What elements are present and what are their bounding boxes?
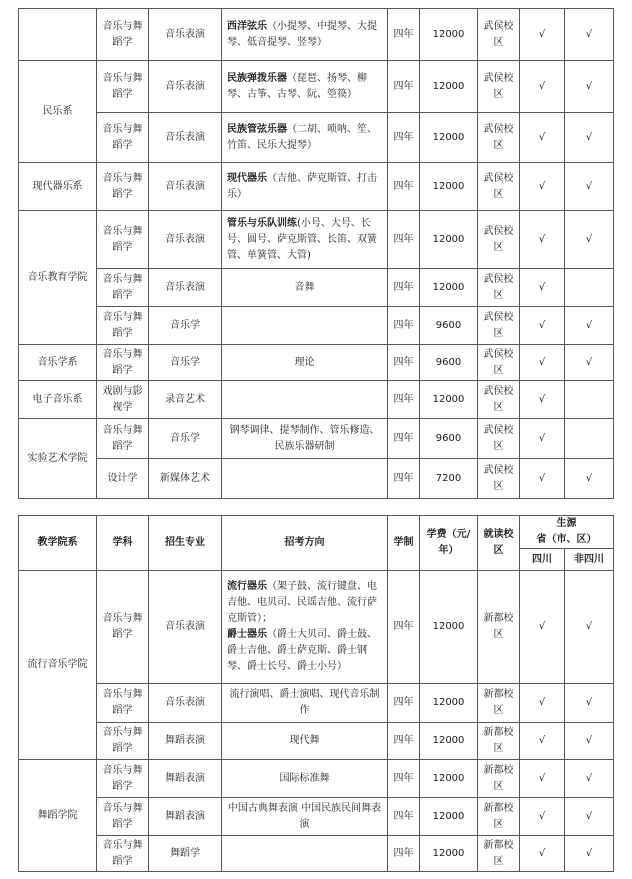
direction-cell (222, 61, 388, 113)
table-row (19, 419, 614, 459)
direction-text: （吉他、萨克斯管、打击乐） (227, 172, 377, 200)
direction-cell (222, 381, 388, 419)
subject-cell: 音乐与舞蹈学 (97, 798, 149, 836)
subject-cell: 戏剧与影视学 (97, 381, 149, 419)
table-row (19, 61, 614, 113)
header-row (19, 516, 614, 549)
duration-cell: 四年 (388, 345, 420, 381)
subject-cell: 音乐与舞蹈学 (97, 269, 149, 307)
sichuan-check: √ (520, 113, 565, 163)
subject-cell: 音乐与舞蹈学 (97, 113, 149, 163)
sichuan-check: √ (520, 307, 565, 345)
table-row (19, 798, 614, 836)
duration-cell: 四年 (388, 836, 420, 872)
school-cell: 电子音乐系 (19, 381, 97, 419)
school-cell: 音乐教育学院 (19, 211, 97, 345)
fee-cell: 9600 (420, 419, 478, 459)
campus-cell: 武侯校区 (478, 211, 520, 269)
direction-cell: 现代舞 (222, 723, 388, 760)
major-cell: 舞蹈表演 (149, 723, 222, 760)
direction-text: （二胡、唢呐、笙、竹笛、民乐大提琴） (227, 123, 377, 151)
enrollment-table-1 (18, 8, 614, 499)
direction-text: (小号、大号、长号、圆号、萨克斯管、长笛、双簧管、单簧管、大管) (227, 217, 377, 261)
header-non-sichuan: 非四川 (565, 549, 614, 571)
major-cell: 录音艺术 (149, 381, 222, 419)
non-sichuan-check: √ (565, 345, 614, 381)
direction-cell (222, 211, 388, 269)
table-row (19, 381, 614, 419)
school-cell: 现代器乐系 (19, 163, 97, 211)
subject-cell: 音乐与舞蹈学 (97, 419, 149, 459)
enrollment-table-2 (18, 515, 614, 872)
direction-cell: 国际标准舞 (222, 760, 388, 798)
campus-cell: 武侯校区 (478, 345, 520, 381)
subject-cell: 设计学 (97, 459, 149, 499)
fee-cell: 12000 (420, 381, 478, 419)
sichuan-check: √ (520, 798, 565, 836)
direction-cell (222, 307, 388, 345)
sichuan-check: √ (520, 459, 565, 499)
direction-cell (222, 459, 388, 499)
subject-cell: 音乐与舞蹈学 (97, 836, 149, 872)
table-row (19, 211, 614, 269)
major-cell: 音乐学 (149, 419, 222, 459)
subject-cell: 音乐与舞蹈学 (97, 345, 149, 381)
header-fee: 学费（元/年） (420, 516, 478, 571)
non-sichuan-check: √ (565, 61, 614, 113)
non-sichuan-check: √ (565, 723, 614, 760)
duration-cell: 四年 (388, 381, 420, 419)
sichuan-check: √ (520, 836, 565, 872)
fee-cell: 7200 (420, 459, 478, 499)
direction-title: 现代器乐 (227, 172, 267, 184)
campus-cell: 新都校区 (478, 571, 520, 684)
direction-cell (222, 571, 388, 684)
direction-cell (222, 9, 388, 61)
sichuan-check: √ (520, 345, 565, 381)
non-sichuan-check: √ (565, 571, 614, 684)
subject-cell: 音乐与舞蹈学 (97, 163, 149, 211)
subject-cell: 音乐与舞蹈学 (97, 61, 149, 113)
fee-cell: 12000 (420, 61, 478, 113)
header-campus: 就读校区 (478, 516, 520, 571)
direction-cell: 流行演唱、爵士演唱、现代音乐制作 (222, 684, 388, 723)
subject-cell: 音乐与舞蹈学 (97, 684, 149, 723)
non-sichuan-check: √ (565, 307, 614, 345)
major-cell: 音乐表演 (149, 571, 222, 684)
duration-cell: 四年 (388, 798, 420, 836)
non-sichuan-check: √ (565, 9, 614, 61)
non-sichuan-check: √ (565, 113, 614, 163)
table-row (19, 723, 614, 760)
duration-cell: 四年 (388, 61, 420, 113)
campus-cell: 武侯校区 (478, 269, 520, 307)
campus-cell: 新都校区 (478, 760, 520, 798)
duration-cell: 四年 (388, 419, 420, 459)
major-cell: 音乐表演 (149, 269, 222, 307)
campus-cell: 新都校区 (478, 723, 520, 760)
fee-cell: 12000 (420, 760, 478, 798)
major-cell: 音乐表演 (149, 163, 222, 211)
campus-cell: 武侯校区 (478, 113, 520, 163)
direction-cell (222, 163, 388, 211)
duration-cell: 四年 (388, 307, 420, 345)
sichuan-check: √ (520, 211, 565, 269)
header-origin-sub: 省（市、区） (536, 534, 597, 545)
table-row (19, 684, 614, 723)
subject-cell: 音乐与舞蹈学 (97, 9, 149, 61)
table-row (19, 459, 614, 499)
direction-text: （琵琶、扬琴、柳琴、古筝、古琴、阮、箜篌） (227, 72, 367, 100)
header-major: 招生专业 (149, 516, 222, 571)
non-sichuan-check: √ (565, 163, 614, 211)
campus-cell: 武侯校区 (478, 163, 520, 211)
header-subject: 学科 (97, 516, 149, 571)
duration-cell: 四年 (388, 459, 420, 499)
sichuan-check: √ (520, 760, 565, 798)
direction-text: （小提琴、中提琴、大提琴、低音提琴、竖琴） (227, 20, 377, 48)
header-origin (520, 516, 614, 549)
sichuan-check: √ (520, 684, 565, 723)
major-cell: 舞蹈学 (149, 836, 222, 872)
table-row (19, 113, 614, 163)
major-cell: 音乐表演 (149, 61, 222, 113)
direction-cell: 中国古典舞表演 中国民族民间舞表演 (222, 798, 388, 836)
duration-cell: 四年 (388, 760, 420, 798)
campus-cell: 武侯校区 (478, 419, 520, 459)
campus-cell: 武侯校区 (478, 61, 520, 113)
major-cell: 舞蹈表演 (149, 798, 222, 836)
subject-cell: 音乐与舞蹈学 (97, 307, 149, 345)
fee-cell: 12000 (420, 571, 478, 684)
major-cell: 音乐学 (149, 307, 222, 345)
non-sichuan-check: √ (565, 760, 614, 798)
direction-title: 流行器乐 (227, 581, 267, 592)
duration-cell: 四年 (388, 9, 420, 61)
header-sichuan: 四川 (520, 549, 565, 571)
fee-cell: 12000 (420, 163, 478, 211)
fee-cell: 12000 (420, 798, 478, 836)
major-cell: 舞蹈表演 (149, 760, 222, 798)
direction-title: 西洋弦乐 (227, 20, 267, 32)
direction-cell: 音舞 (222, 269, 388, 307)
sichuan-check: √ (520, 571, 565, 684)
table-row (19, 345, 614, 381)
sichuan-check: √ (520, 269, 565, 307)
fee-cell: 12000 (420, 723, 478, 760)
sichuan-check: √ (520, 9, 565, 61)
table-row (19, 760, 614, 798)
fee-cell: 9600 (420, 307, 478, 345)
direction-title: 民族弹拨乐器 (227, 72, 287, 84)
fee-cell: 12000 (420, 211, 478, 269)
duration-cell: 四年 (388, 723, 420, 760)
non-sichuan-check (565, 419, 614, 459)
direction-cell: 钢琴调律、提琴制作、管乐修造、民族乐器研制 (222, 419, 388, 459)
duration-cell: 四年 (388, 163, 420, 211)
fee-cell: 12000 (420, 113, 478, 163)
fee-cell: 12000 (420, 269, 478, 307)
table-row (19, 269, 614, 307)
direction-cell (222, 836, 388, 872)
non-sichuan-check: √ (565, 798, 614, 836)
major-cell: 音乐表演 (149, 113, 222, 163)
major-cell: 音乐学 (149, 345, 222, 381)
sichuan-check: √ (520, 163, 565, 211)
sichuan-check: √ (520, 381, 565, 419)
header-duration: 学制 (388, 516, 420, 571)
duration-cell: 四年 (388, 571, 420, 684)
direction-title-2: 爵士器乐 (227, 629, 267, 640)
campus-cell: 武侯校区 (478, 307, 520, 345)
direction-text-2: （爵士大贝司、爵士鼓、爵士吉他、爵士萨克斯、爵士钢琴、爵士长号、爵士小号） (227, 629, 377, 672)
major-cell: 音乐表演 (149, 684, 222, 723)
non-sichuan-check (565, 381, 614, 419)
subject-cell: 音乐与舞蹈学 (97, 723, 149, 760)
campus-cell: 武侯校区 (478, 459, 520, 499)
school-cell: 舞蹈学院 (19, 760, 97, 872)
direction-cell: 理论 (222, 345, 388, 381)
non-sichuan-check: √ (565, 684, 614, 723)
non-sichuan-check (565, 269, 614, 307)
sichuan-check: √ (520, 61, 565, 113)
header-origin-title: 生源 (556, 518, 577, 529)
school-cell: 实验艺术学院 (19, 419, 97, 499)
header-school: 教学院系 (19, 516, 97, 571)
campus-cell: 新都校区 (478, 836, 520, 872)
table-row (19, 307, 614, 345)
subject-cell: 音乐与舞蹈学 (97, 760, 149, 798)
fee-cell: 9600 (420, 345, 478, 381)
duration-cell: 四年 (388, 684, 420, 723)
major-cell: 新媒体艺术 (149, 459, 222, 499)
subject-cell: 音乐与舞蹈学 (97, 211, 149, 269)
school-cell: 民乐系 (19, 61, 97, 163)
table-row (19, 163, 614, 211)
campus-cell: 新都校区 (478, 684, 520, 723)
school-cell: 流行音乐学院 (19, 571, 97, 760)
major-cell: 音乐表演 (149, 211, 222, 269)
duration-cell: 四年 (388, 113, 420, 163)
non-sichuan-check: √ (565, 459, 614, 499)
sichuan-check: √ (520, 723, 565, 760)
table-row (19, 9, 614, 61)
non-sichuan-check: √ (565, 836, 614, 872)
fee-cell: 12000 (420, 836, 478, 872)
major-cell: 音乐表演 (149, 9, 222, 61)
direction-text: （架子鼓、流行键盘、电吉他、电贝司、民谣吉他、流行萨克斯管）； (227, 581, 377, 624)
fee-cell: 12000 (420, 684, 478, 723)
subject-cell: 音乐与舞蹈学 (97, 571, 149, 684)
school-cell: 音乐学系 (19, 345, 97, 381)
direction-title: 管乐与乐队训练 (227, 217, 297, 229)
direction-title: 民族管弦乐器 (227, 123, 287, 135)
duration-cell: 四年 (388, 211, 420, 269)
table-row (19, 571, 614, 684)
fee-cell: 12000 (420, 9, 478, 61)
campus-cell: 武侯校区 (478, 9, 520, 61)
duration-cell: 四年 (388, 269, 420, 307)
campus-cell: 新都校区 (478, 798, 520, 836)
school-cell (19, 9, 97, 61)
non-sichuan-check: √ (565, 211, 614, 269)
table-row (19, 836, 614, 872)
header-direction: 招考方向 (222, 516, 388, 571)
sichuan-check: √ (520, 419, 565, 459)
campus-cell: 武侯校区 (478, 381, 520, 419)
direction-cell (222, 113, 388, 163)
